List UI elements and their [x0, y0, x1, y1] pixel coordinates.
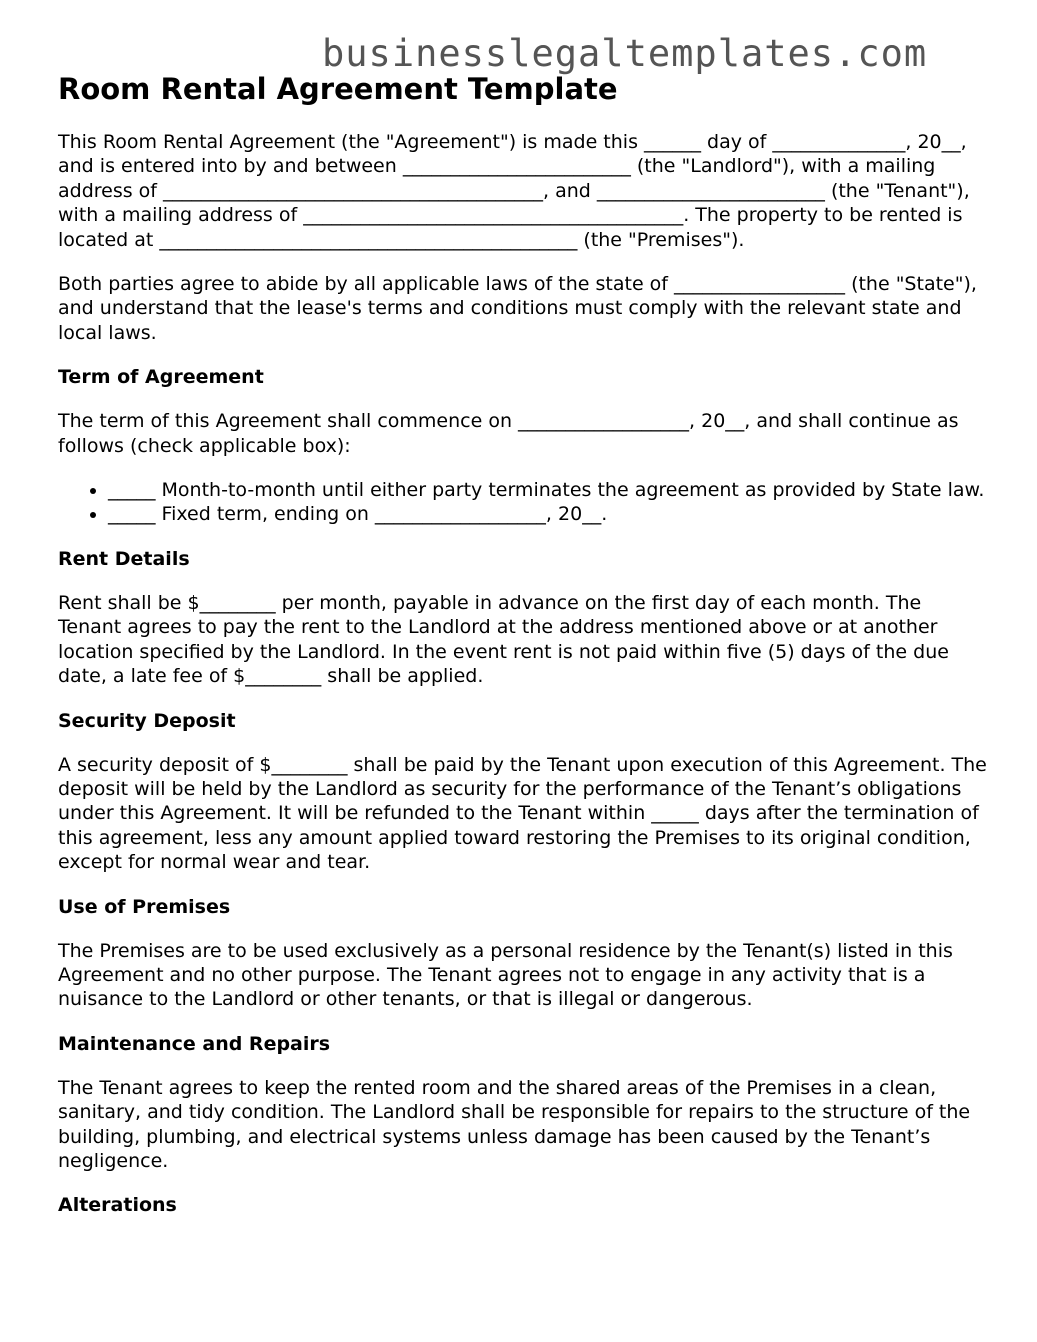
laws-paragraph: Both parties agree to abide by all applicable laws of the state of __________________ (the "State"), and understand that the lease's terms and conditions must comply with the relevant state and local laws.: [58, 273, 977, 344]
deposit-paragraph: A security deposit of $________ shall be paid by the Tenant upon execution of this Agreement. The deposit will be held by the Landlord as security for the performance of the Tenant’s obligations under this Agreement. It will be refunded to the Tenant within _____ days after the termination of this agreement, less any amount applied toward restoring the Premises to its original condition, except for normal wear and tear.: [58, 753, 987, 874]
term-option-month-to-month: • _____ Month-to-month until either party terminates the agreement as provided by State law.: [108, 478, 988, 502]
deposit-heading: Security Deposit: [58, 709, 236, 732]
site-watermark: businesslegaltemplates.com: [322, 32, 928, 75]
maintenance-paragraph: The Tenant agrees to keep the rented room and the shared areas of the Premises in a clean, sanitary, and tidy condition. The Landlord shall be responsible for repairs to the structure of the building, plumbing, and electrical systems unless damage has been caused by the Tenant’s negligence.: [58, 1076, 971, 1172]
term-heading: Term of Agreement: [58, 366, 264, 389]
maintenance-heading: Maintenance and Repairs: [58, 1032, 331, 1055]
alterations-heading: Alterations: [58, 1194, 177, 1217]
term-option-fixed: • _____ Fixed term, ending on __________________, 20__.: [108, 502, 988, 526]
rent-paragraph: Rent shall be $________ per month, payable in advance on the first day of each month. The Tenant agrees to pay the rent to the Landlord at the address mentioned above or at another location specified by the Landlord. In the event rent is not paid within five (5) days of the due date, a late fee of $________ shall be applied.: [58, 591, 949, 688]
document-page: [58, 70, 988, 1237]
rent-heading: Rent Details: [58, 547, 190, 570]
use-paragraph: The Premises are to be used exclusively as a personal residence by the Tenant(s) listed in this Agreement and no other purpose. The Tenant agrees not to engage in any activity that is a nuisance to the Landlord or other tenants, or that is illegal or dangerous.: [58, 939, 953, 1011]
use-heading: Use of Premises: [58, 895, 231, 918]
term-paragraph: The term of this Agreement shall commence on __________________, 20__, and shall continue as follows (check applicable box):: [58, 410, 959, 457]
term-options-list: [58, 478, 988, 527]
intro-paragraph: This Room Rental Agreement (the "Agreement") is made this ______ day of ______________, 20__, and is entered into by and between ________________________ (the "Landlord"), with a mailing address of ________________________________________, and ________________________ (the "Tenant"), with a mailing address of ________________________________________. The property to be rented is located at ____________________________________________ (the "Premises").: [58, 131, 970, 251]
document-title: Room Rental Agreement Template: [58, 72, 618, 106]
